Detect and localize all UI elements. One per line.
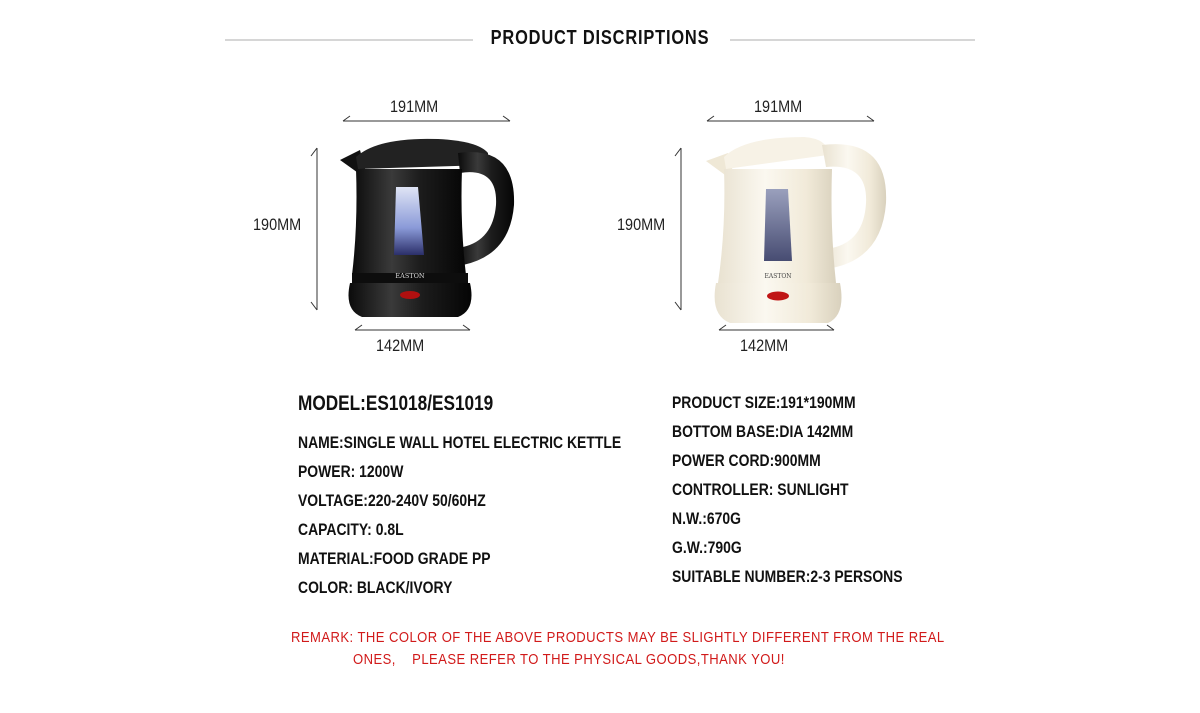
spec-power: POWER: 1200W [298,462,404,481]
height-label: 190MM [617,215,666,234]
spec-voltage: VOLTAGE:220-240V 50/60HZ [298,491,486,510]
kettle-brand: EASTON [764,273,792,280]
kettle-brand: EASTON [395,272,425,280]
height-label: 190MM [253,215,302,234]
page-title: PRODUCT DISCRIPTIONS [490,27,710,49]
spec-material: MATERIAL:FOOD GRADE PP [298,549,491,568]
remark-line-1: REMARK: THE COLOR OF THE ABOVE PRODUCTS MAY BE SLIGHTLY DIFFERENT FROM THE REAL [291,630,945,646]
spec-product-size: PRODUCT SIZE:191*190MM [672,393,856,412]
spec-capacity: CAPACITY: 0.8L [298,520,404,539]
width-label: 191MM [390,97,439,116]
spec-net-weight: N.W.:670G [672,509,741,528]
spec-color: COLOR: BLACK/IVORY [298,578,453,597]
kettle-ivory-image [704,133,889,328]
spec-gross-weight: G.W.:790G [672,538,742,557]
base-label: 142MM [740,336,789,355]
base-label: 142MM [376,336,425,355]
spec-power-cord: POWER CORD:900MM [672,451,821,470]
remark-line-2: ONES, PLEASE REFER TO THE PHYSICAL GOODS,THANK YOU! [353,652,785,668]
spec-name: NAME:SINGLE WALL HOTEL ELECTRIC KETTLE [298,433,622,452]
spec-suitable-number: SUITABLE NUMBER:2-3 PERSONS [672,567,903,586]
spec-controller: CONTROLLER: SUNLIGHT [672,480,849,499]
spec-bottom-base: BOTTOM BASE:DIA 142MM [672,422,854,441]
width-label: 191MM [754,97,803,116]
model-line: MODEL:ES1018/ES1019 [298,392,494,415]
